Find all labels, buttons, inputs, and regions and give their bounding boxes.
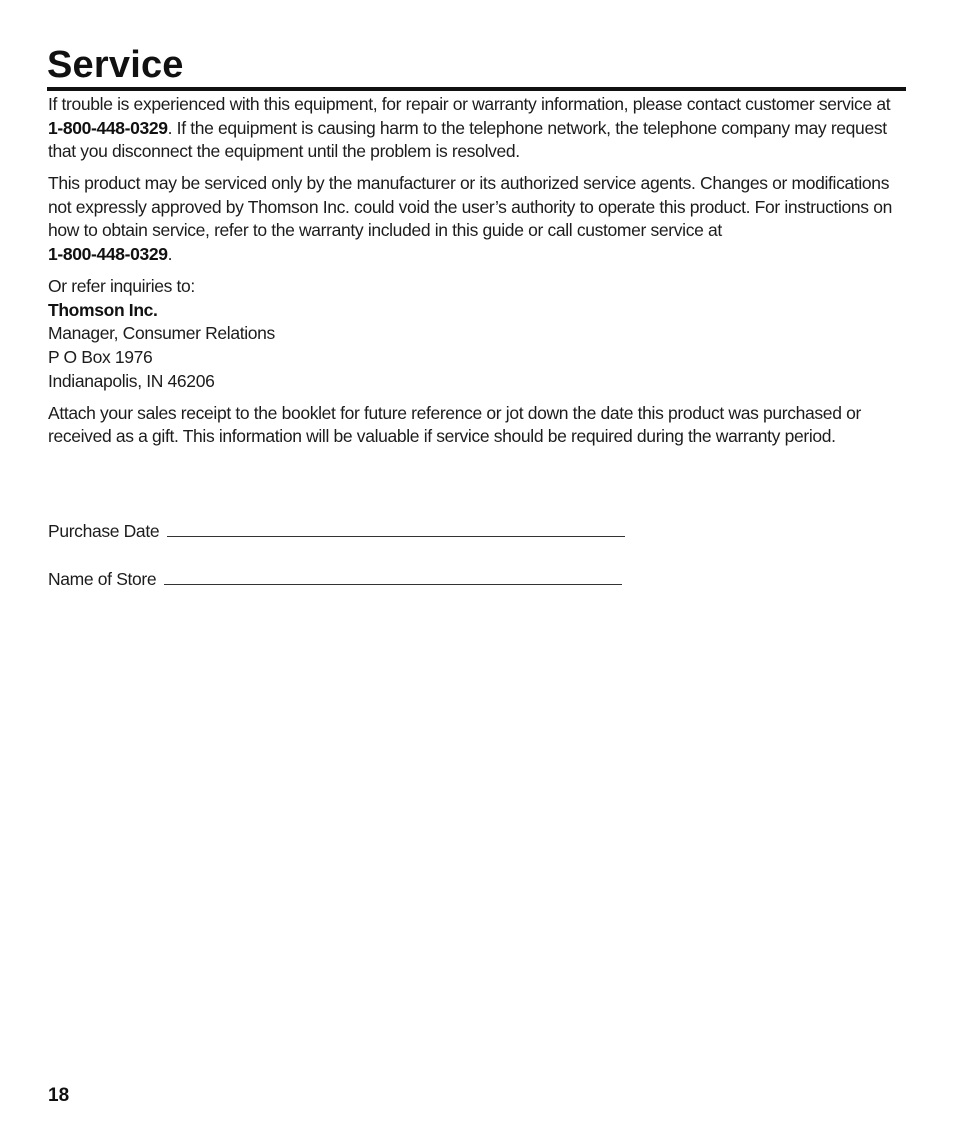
page-title: Service [47,44,184,86]
city-state-zip: Indianapolis, IN 46206 [48,370,215,391]
customer-service-phone-2: 1-800-448-0329 [48,244,168,265]
purchase-date-blank-line [167,518,625,537]
sales-receipt-paragraph: Attach your sales receipt to the booklet for future reference or jot down the date this product was purchased or received as a gift. This information will be valuable if service should be required during the warranty period. [48,402,861,447]
mailing-address [48,275,898,393]
customer-service-phone: 1-800-448-0329 [48,117,168,138]
store-name-field [48,566,622,591]
repair-contact-text: If trouble is experienced with this equipment, for repair or warranty information, please contact customer service at [48,94,891,114]
purchase-date-field [48,518,625,543]
store-name-label: Name of Store [48,569,157,589]
po-box: P O Box 1976 [48,346,153,367]
company-name: Thomson Inc. [48,299,158,320]
service-content [48,93,898,457]
authorized-service-paragraph [48,172,898,266]
network-harm-text: . If the equipment is causing harm to the telephone network, the telephone company may request that you disconnect the equipment until the problem is resolved. [48,117,887,162]
purchase-date-label: Purchase Date [48,521,160,541]
phone-period: . [167,244,173,265]
inquiries-intro: Or refer inquiries to: [48,276,195,297]
authorized-service-text: This product may be serviced only by the manufacturer or its authorized service agents. Changes or modifications not expressly approved by Thomson Inc. could void the user’s authority to operate this product. For instructions on how to obtain service, refer to the warranty included in this guide or call customer service at [48,173,892,241]
page-number: 18 [48,1085,70,1106]
department-name: Manager, Consumer Relations [48,323,275,344]
repair-contact-paragraph [48,93,898,164]
store-name-blank-line [164,566,622,585]
title-rule [47,87,906,91]
